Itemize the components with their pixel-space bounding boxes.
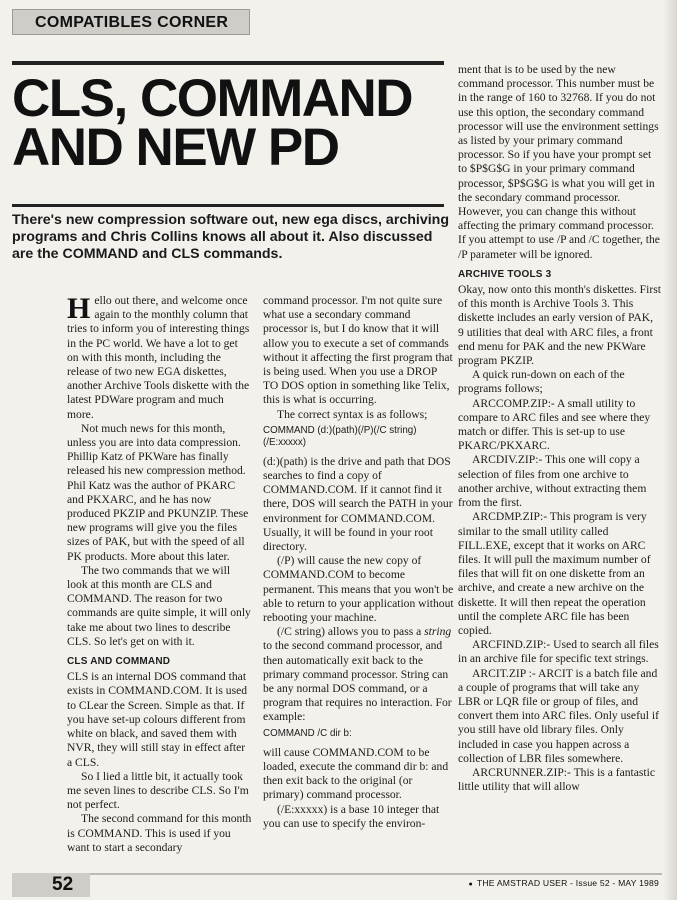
headline-line-2: AND NEW PD (12, 118, 339, 177)
paragraph: So I lied a little bit, it actually took me seven lines to describe CLS. So I'm not perfect. (67, 769, 249, 812)
paragraph: (/P) will cause the new copy of COMMAND.COM to become permanent. This means that you won't be able to return to your application without rebooting your machine. (263, 554, 454, 625)
paragraph: will cause COMMAND.COM to be loaded, execute the command dir b: and then exit back to the original (or primary) command processor. (263, 745, 449, 802)
paragraph: command processor. I'm not quite sure what use a secondary command processor is, but I do know that it will allow you to execute a set of commands without it affecting the first program that is being used. When you use a DROP TO DOS option in something like Telix, this is what is occurring. (263, 294, 453, 407)
paragraph: ARCCOMP.ZIP:- A small utility to compare to ARC files and see where they match or differ. This is set-up to use PKARC/PKXARC. (458, 396, 651, 453)
paragraph: ARCDIV.ZIP:- This one will copy a selection of files from one archive to another archive, without extracting them from the first. (458, 453, 647, 510)
code-syntax: COMMAND (d:)(path)(/P)(/C string)(/E:xxxxx) (263, 424, 417, 448)
article-column-1 (67, 292, 252, 854)
paragraph: The correct syntax is as follows; (277, 407, 428, 421)
paragraph: ARCRUNNER.ZIP:- This is a fantastic little utility that will allow (458, 765, 656, 794)
section-tag: COMPATIBLES CORNER (12, 9, 250, 35)
paragraph: (/C string) allows you to pass a string to the second command processor, and then automatically exit back to the primary command processor. String can be any normal DOS command, or a program that requires no interaction. For example: (263, 625, 452, 724)
article-column-3 (458, 63, 661, 843)
footer-credit: ● THE AMSTRAD USER - Issue 52 - MAY 1989 (468, 878, 659, 888)
paragraph: CLS is an internal DOS command that exists in COMMAND.COM. It is used to CLear the Screen. Simple as that. If you have set-up colours different from white on black, and saved them with NVR, they will still stay in effect after a CLS. (67, 670, 248, 769)
headline-rule-top (12, 61, 444, 65)
footer-rule (12, 873, 662, 875)
page-number: 52 (12, 873, 90, 897)
subheading: ARCHIVE TOOLS 3 (458, 268, 552, 280)
paragraph: ARCIT.ZIP :- ARCIT is a batch file and a couple of programs that will take any LBR or LQR file or group of files, and convert them into ARC files. Only useful if you still have old library files. Only included in case you happen across a collection of LBR files somewhere. (458, 666, 659, 765)
paragraph: The two commands that we will look at this month are CLS and COMMAND. The reason for two commands are quite simple, it will only take me about two lines to describe CLS. So let's get on with it. (67, 563, 251, 648)
subheading: CLS AND COMMAND (67, 656, 171, 668)
paragraph: (/E:xxxxx) is a base 10 integer that you can use to specify the environ- (263, 802, 440, 830)
paragraph: A quick run-down on each of the programs follows; (458, 368, 625, 396)
paragraph: ARCFIND.ZIP:- Used to search all files in an archive file for specific text strings. (458, 638, 659, 666)
article-column-2 (263, 294, 454, 842)
paragraph: (d:)(path) is the drive and path that DOS searches to find a copy of COMMAND.COM. If it cannot find it there, DOS will search the PATH in your environment for COMMAND.COM. Usually, it will be found in your root directory. (263, 454, 453, 554)
paragraph: ARCDMP.ZIP:- This program is very similar to the small utility called FILL.EXE, except that it works on ARC files. It will pull the maximum number of files that will fit on one diskette from an archive, and create a new archive on the diskette. It will then repeat the operation until the complete ARC file has been copied. (458, 510, 651, 637)
bullet-icon: ● (468, 881, 473, 888)
paragraph: Okay, now onto this month's diskettes. First of this month is Archive Tools 3. This diskette includes an early version of PAK, 9 utilities that deal with ARC files, a front end menu for PAK and the new PKWare program PKZIP. (458, 283, 661, 368)
paragraph: Not much news for this month, unless you are into data compression. Phillip Katz of PKWare has finally released his new compression method. Phil Katz was the author of PKARC and PKXARC, and he has now produced PKZIP and PKUNZIP. These new programs will give you the files sizes of PAK, but with the speed of all PK products. More about this later. (67, 421, 249, 563)
paragraph: Hello out there, and welcome once again to the monthly column that tries to inform you of interesting things in the PC world. We have a lot to get on with this month, including the release of two new EGA diskettes, another Archive Tools diskette with the latest PDWare program and much more. (67, 292, 250, 421)
standfirst: There's new compression software out, new ega discs, archiving programs and Chris Collins knows all about it. Also discussed are the COMMAND and CLS commands. (12, 212, 450, 262)
paragraph: ment that is to be used by the new command processor. This number must be in the range of 160 to 32768. If you do not use this option, the secondary command processor will use the environment settings as listed by your primary command processor. So if you have your prompt set to $P$G$G in your primary command processor, $P$G$G is what you will get in the secondary command processor. However, you can change this without affecting the primary command processor. If you attempt to use /P and /C together, the /P parameter will be ignored. (458, 63, 660, 261)
headline (12, 69, 452, 177)
code-example: COMMAND /C dir b: (263, 727, 352, 739)
headline-line-1: CLS, COMMAND (12, 69, 413, 128)
paragraph: The second command for this month is COMMAND. This is used if you want to start a secondary (67, 812, 252, 854)
page-edge-shadow (663, 0, 677, 900)
headline-rule-bottom (12, 204, 444, 207)
drop-cap: H (67, 292, 91, 325)
